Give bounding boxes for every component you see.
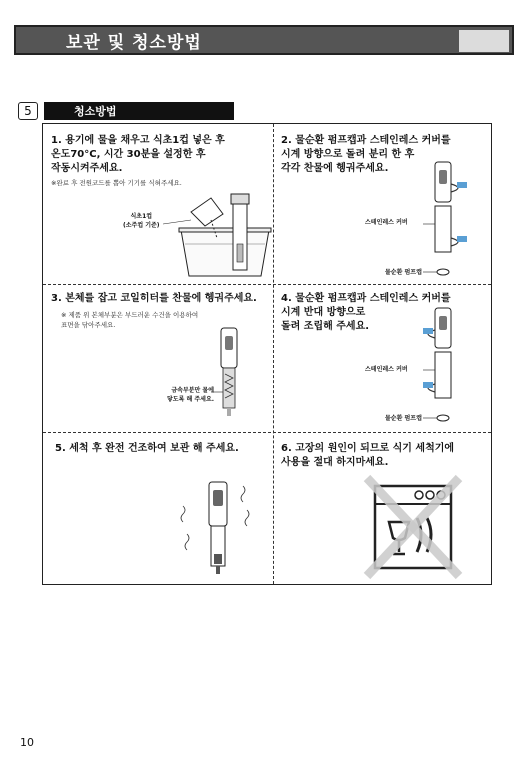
metal-part-label: 금속부분만 물에 닿도록 해 주세요. (167, 387, 215, 403)
section-heading (18, 102, 117, 120)
header-tab-decoration (459, 30, 509, 52)
page-number: 10 (20, 736, 34, 749)
step-6 (281, 442, 491, 470)
step-5-text: 5. 세척 후 완전 건조하여 보관 해 주세요. (55, 443, 239, 454)
row-divider (43, 284, 491, 285)
stainless-cover-label: 스테인레스 커버 (365, 219, 408, 226)
step-2-text: 2. 물순환 펌프캡과 스테인레스 커버를 시계 방향으로 돌려 분리 한 후 각각 찬물에 헹궈주세요. (281, 135, 451, 174)
column-divider (273, 124, 274, 584)
container-vinegar-illustration (161, 192, 271, 280)
coil-heater-illustration (215, 328, 245, 418)
step-1 (51, 134, 271, 188)
row-divider (43, 432, 491, 433)
header-bar (14, 25, 514, 55)
assembly-illustration (423, 308, 473, 426)
step-3-note: ※ 제품 위 본체부분은 부드러운 수건을 이용하여 표면을 닦아주세요. (61, 311, 199, 329)
pump-cap-label: 물순환 펌프캡 (385, 269, 422, 276)
page-title: 보관 및 청소방법 (66, 32, 202, 53)
step-3 (51, 292, 276, 330)
step-3-text: 3. 본체를 잡고 코일히터를 찬물에 헹궈주세요. (51, 293, 257, 304)
no-dishwasher-icon (363, 476, 463, 578)
disassembly-illustration (423, 162, 473, 280)
section-title-bar (44, 102, 234, 120)
section-title: 청소방법 (74, 105, 117, 118)
pump-cap-label-2: 물순환 펌프캡 (385, 415, 422, 422)
vinegar-label: 식초1컵 (소주컵 기준) (123, 213, 160, 229)
step-4-text: 4. 물순환 펌프캡과 스테인레스 커버를 시계 반대 방향으로 돌려 조립해 주세요. (281, 293, 451, 332)
instruction-grid (42, 123, 492, 585)
step-5 (55, 442, 275, 456)
step-1-note: ※완료 후 전원코드를 뽑아 기기를 식혀주세요. (51, 179, 182, 187)
step-1-text: 1. 용기에 물을 채우고 식초1컵 넣은 후 온도70°C, 시간 30분을 설정한 후 작동시켜주세요. (51, 135, 225, 174)
step-6-text: 6. 고장의 원인이 되므로 식기 세척기에 사용을 절대 하지마세요. (281, 443, 455, 468)
stainless-cover-label-2: 스테인레스 커버 (365, 366, 408, 373)
section-number: 5 (18, 102, 38, 120)
drying-illustration (173, 476, 263, 576)
